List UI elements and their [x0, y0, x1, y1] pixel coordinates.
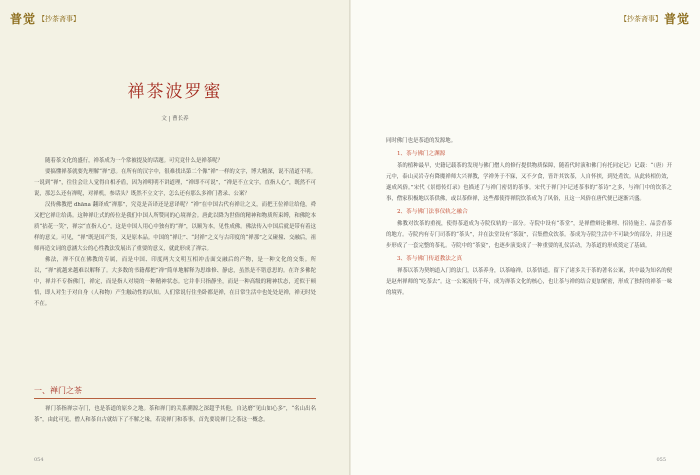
- page-number: 055: [656, 457, 666, 463]
- header-brand-left: [10, 10, 80, 27]
- paragraph: 同时佛门也是茶道的发源地。: [386, 138, 457, 144]
- subsection-heading: 3、茶与佛门传道教法之真: [397, 256, 463, 262]
- paragraph: 禅茶以茶为契纳道入门的法门，以茶养身，以茶喻禅，以茶悟道。留下了诸多关于茶的著名公案，其中最为知名的便是赵州禅师的“吃茶去”。这一公案流传千年，成为禅茶文化的核心，也让茶与禅的结合更加紧密，形成了独特的禅茶一味的境界。: [386, 268, 672, 296]
- subsection-heading: 2、茶与佛门法事仪轨之融合: [397, 209, 468, 215]
- paragraph: 要搞懂禅茶就要先理解“禅”意。在所有的汉字中，很难找出第二个像“禅”一样的文字，博大精深，说不清道不明。一说到“禅”，往往会让人觉得自相矛盾，因为禅明明不讲道理，“禅即不可说”，“禅是不立文字，直指人心”，既然不可说，那怎么还有禅呢，对禅机，参话头？既然不立文字，怎么还有那么多禅门著录、公案？: [34, 169, 316, 197]
- paragraph: 茶的植种最早，史籍记载茶的发现与佛门僧人的修行提供物质保障，随着代时演和佛门有托同定记）记载：“（唐）开元中，泰山灵岩寺有降魔禅师大兴禅教，学禅务于不寐，又不夕食，皆许其饮茶，人自怀挟，到处煮饮。从此转相仿效，遂成风俗。”宋代《景德传灯录》也描述了与禅门密切的茶事。宋代于禅门中记述茶事的“茶诗”之多，与禅门中的饮茶之事，僧家积极地以茶供佛，或以茶修禅，这些都使得禅院饮茶成为了风俗，且这一风俗在唐代便已逐渐兴盛。: [386, 163, 672, 202]
- left-body-text: [34, 156, 316, 310]
- section-divider: [34, 398, 316, 399]
- logo: 普觉: [663, 12, 690, 26]
- section-heading: 一、禅门之茶: [34, 386, 82, 395]
- right-page: [350, 0, 700, 475]
- article-title: 禅茶波罗蜜: [127, 82, 223, 102]
- paragraph: 佛法，禅不仅在佛教的专属，而是中国、印度两大文明互相冲击面交融后的产物，是一种文化的交集。所以，“禅”就越来越难以解释了。大多数的书籍都把“禅”简单地解释为思维修、静虑，虽然是不错意思的。在许多佛陀中，禅并不专指佛门，禅定，而是指人对境的一种精神状态。它并非只指静坐，而是一种高级的精神状态，近似于顿悟，即人对生于对自身（人和物）产生触动性的认知。人们常说行住坐卧都是禅，在日常生活中也处处是禅，禅无时处不在。: [34, 257, 316, 307]
- subsection-heading: 1、茶与佛门之渊源: [397, 151, 446, 157]
- paragraph: 汉传佛教把 dhāna 翻译成“禅那”，究竟是音译还是意译呢？“禅”在中国古代有禅让之义，而把王位禅让给他，舜又把它禅让给禹。这种禅让式的传位是我们中国人所赞同的心境禅会。唐此以降为世俗的精神和物质所束缚，和佛陀本质“拈花一笑”，禅宗“直指人心”，这是中国人用心中独有的“禅”，以顺为本，见性成佛。佛法传入中国后就是带有着这样的意义。可见，“禅”既是国产货，又是原本品。中国的“禅让”、“封禅”之义与古印度的“禅那”之义碰撞、交融后，祖师再造文词的意涵大公的心性教法发展出了重要的意义，就此形成了禅宗。: [34, 202, 316, 252]
- section-body: [34, 404, 316, 426]
- series-name: 【抄茶斋事】: [619, 14, 662, 23]
- page-number: 054: [34, 457, 44, 463]
- article-author: 文 | 曹长养: [161, 116, 189, 122]
- right-body-text: [386, 136, 672, 299]
- paragraph: 禅门茶指禅宗寺门，也是茶道的原乡之地。茶和禅门的关系溯源之深超乎其他，自达磨“见山如心多”，“名山出名茶”，由此可见，僧人和茶自古就结下了不解之缘，若说禅门和茶事，首先要说禅门之茶这一概念。: [34, 406, 316, 423]
- logo: 普觉: [10, 12, 37, 26]
- header-brand-right: [620, 10, 690, 27]
- paragraph: 佛教对饮茶的重视，使得茶道成为寺院仪轨的一部分。寺院中设有“茶堂”，是禅僧辩论佛理、招待施主、品尝香茶的地方。寺院内有专门司茶的“茶头”，并在法堂设有“茶鼓”，召集僧众饮茶。茶成为寺院生活中不可缺少的部分，并且逐步形成了一套完整的茶礼。寺院中的“茶宴”，也逐步演变成了一种重要的礼仪活动，为茶道的形成奠定了基础。: [386, 221, 672, 249]
- series-name: 【抄茶斋事】: [38, 14, 81, 23]
- paragraph: 随着茶文化的盛行，禅茶成为一个常被提及的话题。可究竟什么是禅茶呢？: [45, 158, 223, 164]
- book-gutter: [349, 0, 351, 475]
